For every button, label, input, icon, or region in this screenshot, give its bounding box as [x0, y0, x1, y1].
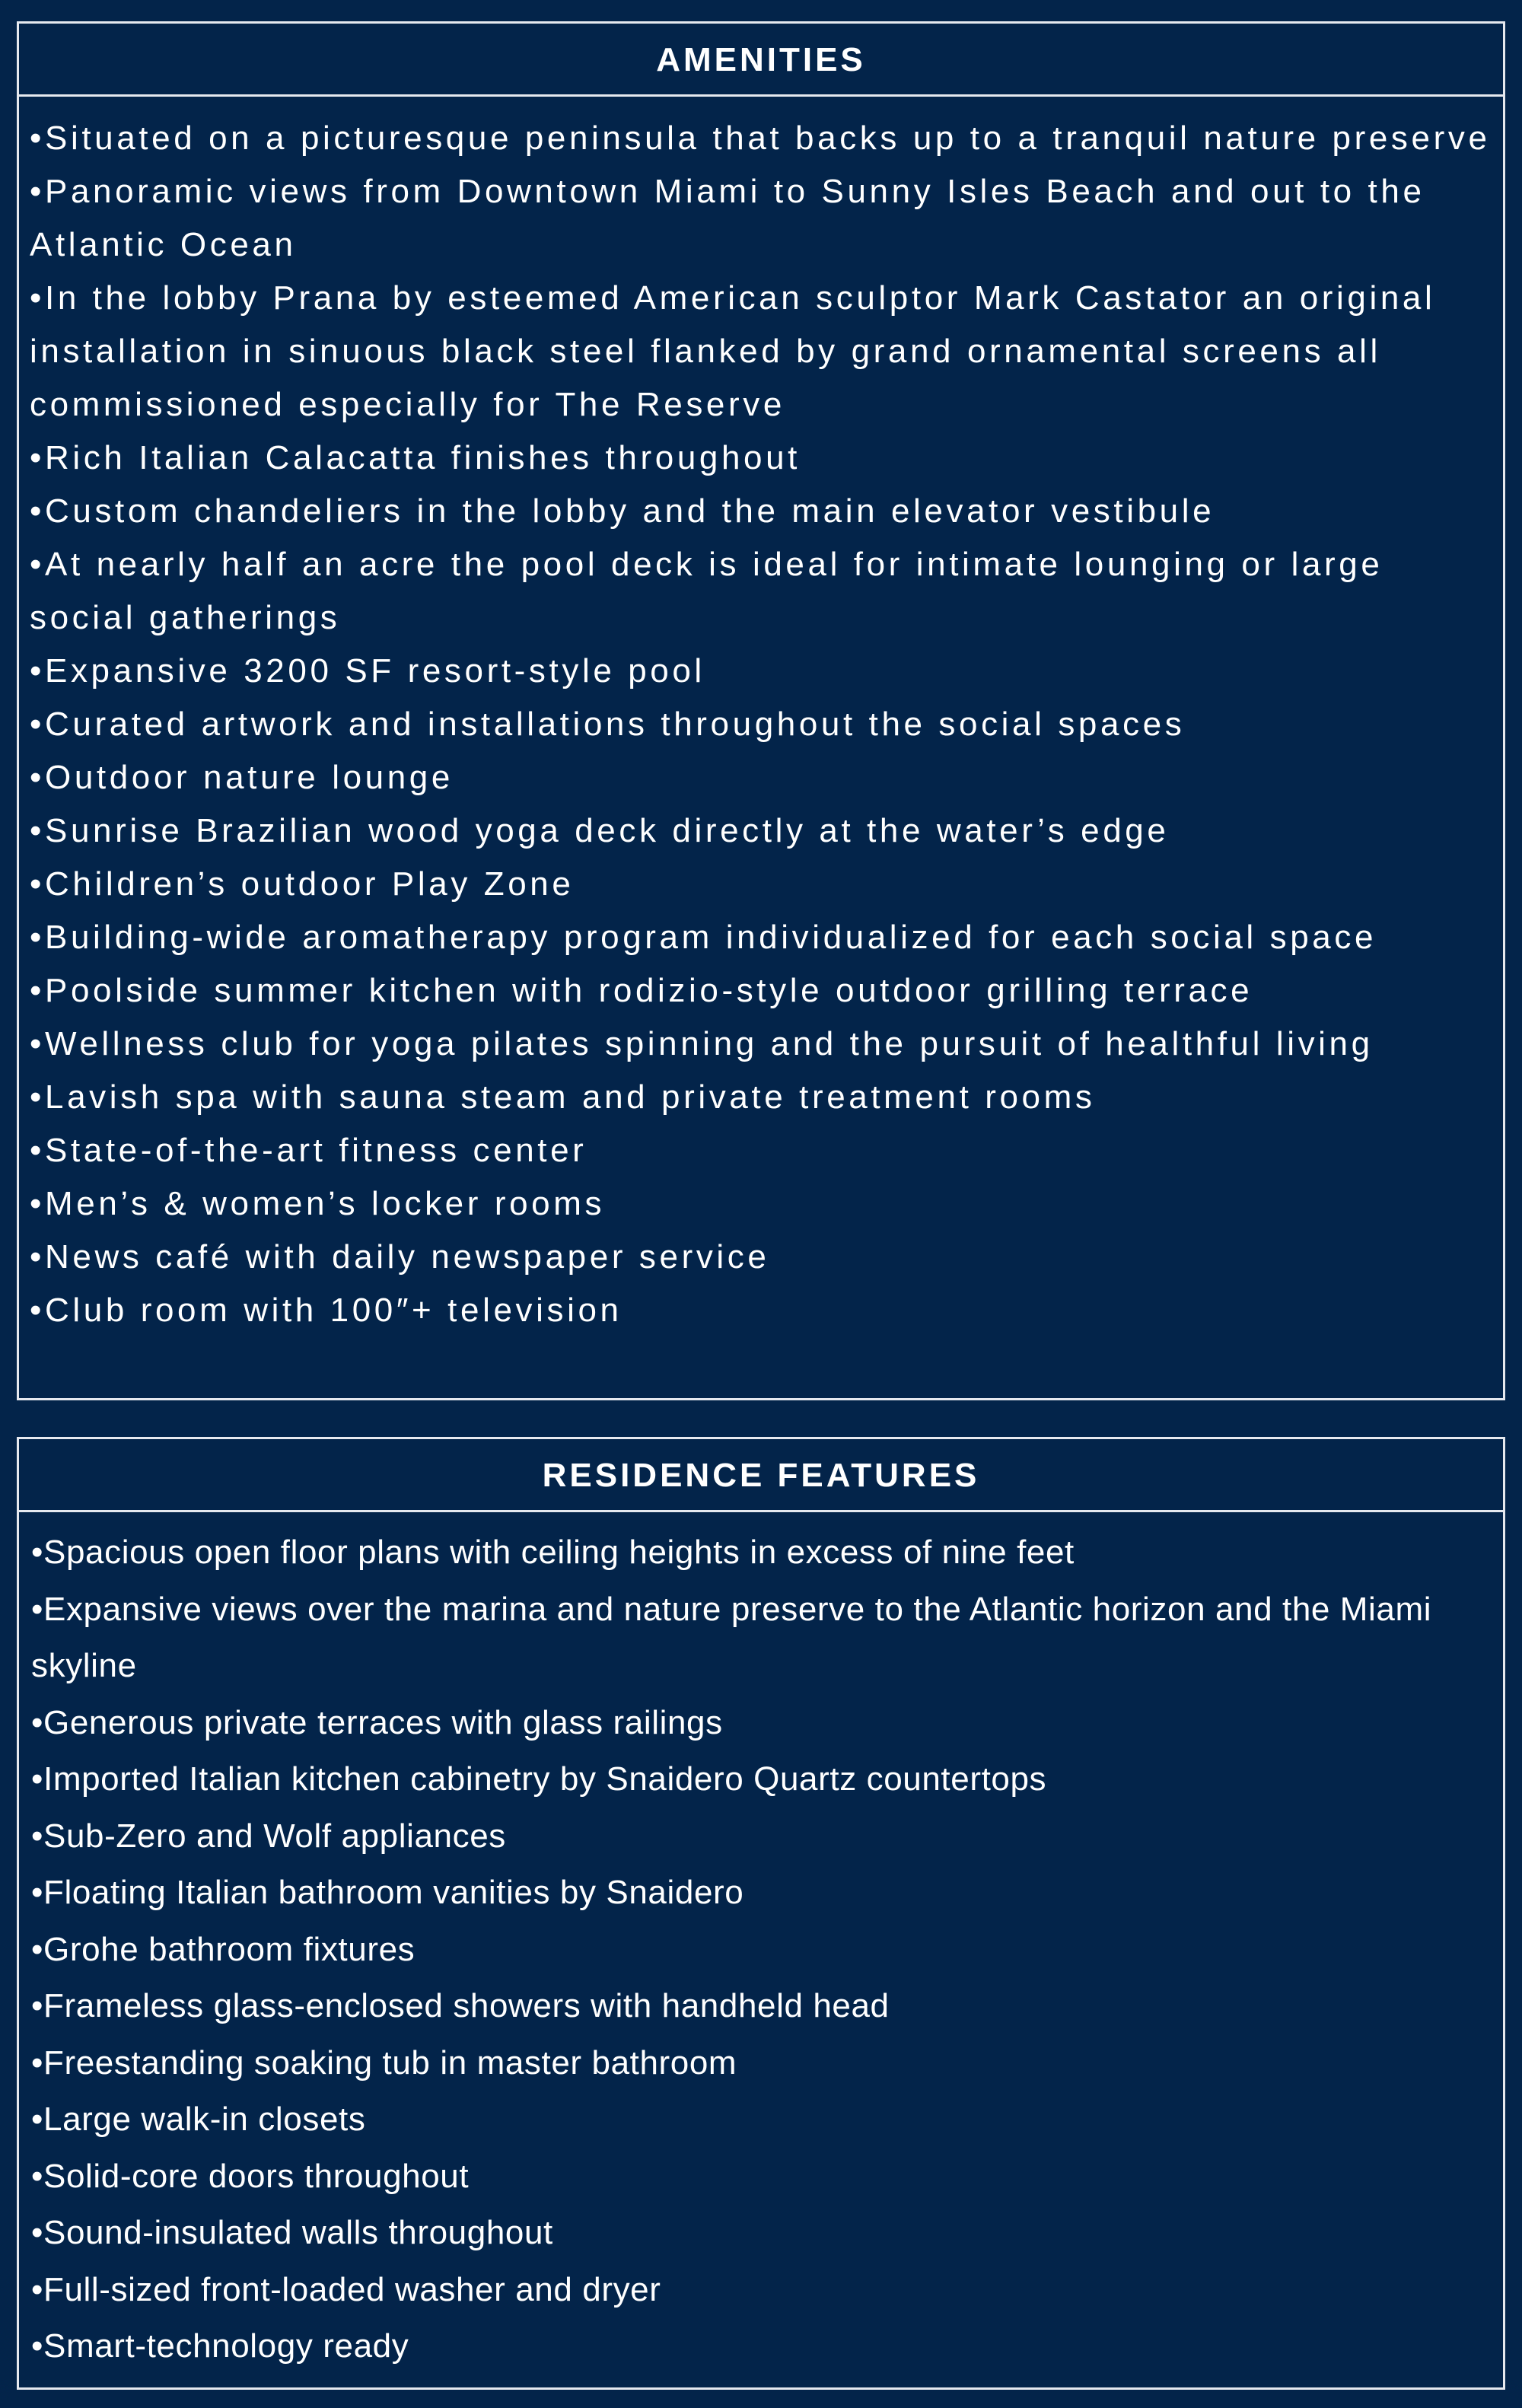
feature-item: •Sub-Zero and Wolf appliances	[31, 1817, 506, 1855]
amenity-item: •Outdoor nature lounge	[30, 759, 454, 796]
amenity-item: •Men’s & women’s locker rooms	[30, 1185, 606, 1222]
amenity-item: •State-of-the-art fitness center	[30, 1132, 587, 1169]
feature-item: •Grohe bathroom fixtures	[31, 1930, 416, 1968]
amenity-item: •Children’s outdoor Play Zone	[30, 865, 575, 903]
feature-item: •Solid-core doors throughout	[31, 2157, 470, 2195]
residence-features-list	[19, 1512, 1503, 2375]
feature-item: •Sound-insulated walls throughout	[31, 2214, 553, 2251]
amenity-item: •Sunrise Brazilian wood yoga deck directly at the water’s edge	[30, 812, 1170, 849]
residence-features-heading: RESIDENCE FEATURES	[19, 1439, 1503, 1512]
feature-item: •Floating Italian bathroom vanities by Snaidero	[31, 1874, 744, 1911]
amenity-item: •Wellness club for yoga pilates spinning and the pursuit of healthful living	[30, 1025, 1374, 1062]
feature-item: •Generous private terraces with glass railings	[31, 1703, 723, 1741]
amenity-item: •Lavish spa with sauna steam and private treatment rooms	[30, 1078, 1096, 1116]
amenity-item: •In the lobby Prana by esteemed American sculptor Mark Castator an original installation in sinuous black steel flanked by grand ornamental screens all commissioned especially for The Reserve	[30, 279, 1436, 423]
amenity-item: •Building-wide aromatherapy program individualized for each social space	[30, 919, 1377, 956]
amenity-item: •Situated on a picturesque peninsula that backs up to a tranquil nature preserve	[30, 119, 1491, 157]
amenity-item: •Poolside summer kitchen with rodizio-style outdoor grilling terrace	[30, 972, 1253, 1009]
amenity-item: •Rich Italian Calacatta finishes throughout	[30, 439, 801, 476]
amenities-panel	[17, 21, 1505, 1400]
amenities-list	[19, 97, 1503, 1337]
feature-item: •Freestanding soaking tub in master bathroom	[31, 2043, 737, 2082]
feature-item: •Spacious open floor plans with ceiling heights in excess of nine feet	[31, 1534, 1075, 1571]
feature-item: •Smart-technology ready	[31, 2327, 409, 2365]
amenity-item: •Club room with 100″+ television	[30, 1292, 622, 1329]
amenity-item: •At nearly half an acre the pool deck is ideal for intimate lounging or large social gatherings	[30, 546, 1383, 636]
amenity-item: •Expansive 3200 SF resort-style pool	[30, 652, 705, 690]
amenity-item: •Panoramic views from Downtown Miami to Sunny Isles Beach and out to the Atlantic Ocean	[30, 173, 1425, 263]
feature-item: •Large walk-in closets	[31, 2101, 366, 2138]
feature-item: •Imported Italian kitchen cabinetry by Snaidero Quartz countertops	[31, 1760, 1047, 1798]
amenity-item: •News café with daily newspaper service	[30, 1238, 770, 1276]
residence-features-panel	[17, 1437, 1505, 2390]
feature-item: •Frameless glass-enclosed showers with handheld head	[31, 1987, 890, 2024]
feature-item: •Full-sized front-loaded washer and dryer	[31, 2270, 661, 2308]
amenities-heading: AMENITIES	[19, 24, 1503, 97]
amenity-item: •Custom chandeliers in the lobby and the main elevator vestibule	[30, 492, 1215, 530]
amenity-item: •Curated artwork and installations throughout the social spaces	[30, 706, 1186, 743]
feature-item: •Expansive views over the marina and nature preserve to the Atlantic horizon and the Miami skyline	[31, 1590, 1432, 1684]
